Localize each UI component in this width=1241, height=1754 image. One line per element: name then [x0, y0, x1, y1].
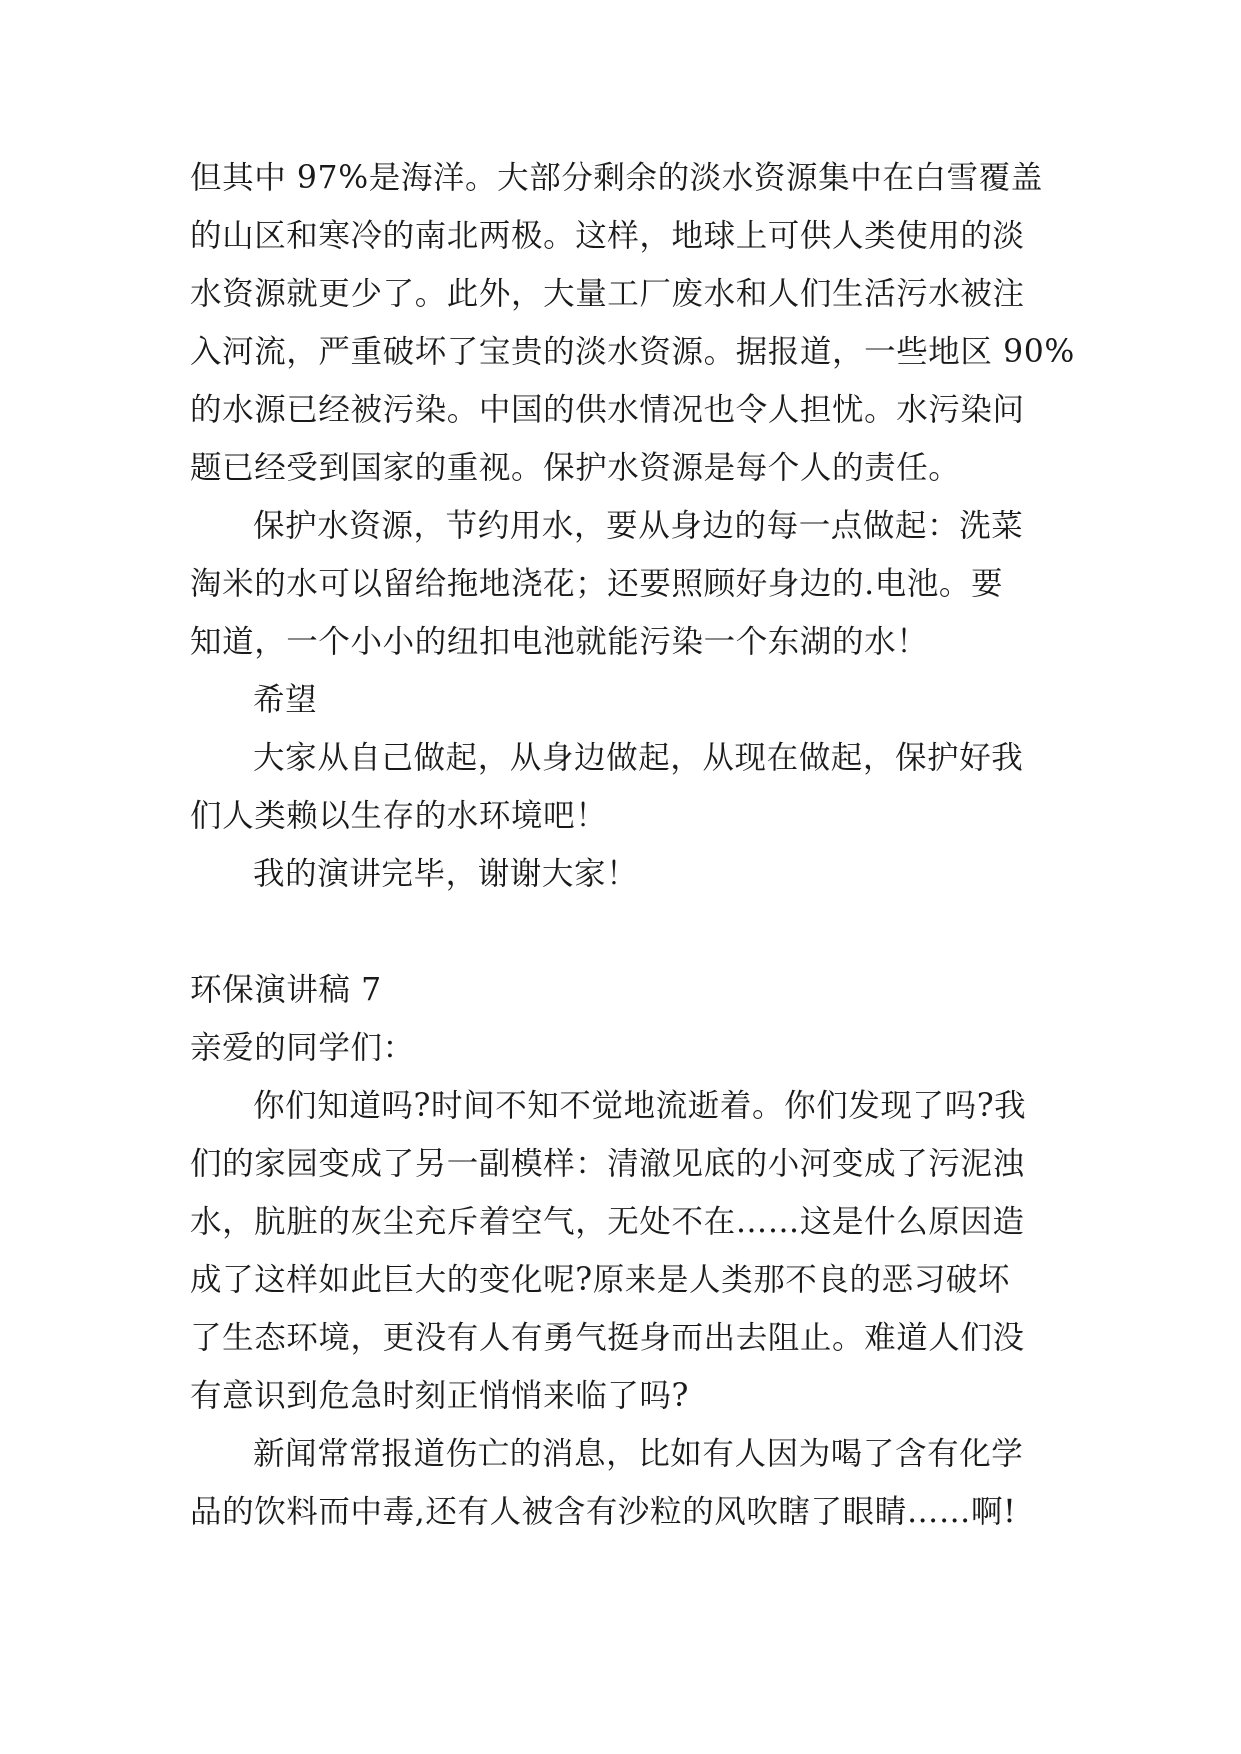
paragraph-line: 淘米的水可以留给拖地浇花；还要照顾好身边的.电池。要: [190, 566, 1004, 602]
paragraph-line: 希望: [253, 682, 318, 718]
salutation: 亲爱的同学们：: [190, 1030, 415, 1066]
paragraph-line: 我的演讲完毕，谢谢大家！: [253, 856, 639, 892]
paragraph-line: 成了这样如此巨大的变化呢?原来是人类那不良的恶习破坏: [190, 1262, 1010, 1298]
paragraph-line: 但其中 97%是海洋。大部分剩余的淡水资源集中在白雪覆盖: [190, 160, 1043, 196]
paragraph-line: 们人类赖以生存的水环境吧！: [190, 798, 608, 834]
paragraph-line: 入河流，严重破坏了宝贵的淡水资源。据报道，一些地区 90%: [190, 334, 1075, 370]
paragraph-line: 你们知道吗?时间不知不觉地流逝着。你们发现了吗?我: [253, 1088, 1027, 1124]
paragraph-line: 水，肮脏的灰尘充斥着空气，无处不在……这是什么原因造: [190, 1204, 1025, 1240]
paragraph-line: 保护水资源，节约用水，要从身边的每一点做起：洗菜: [253, 508, 1024, 544]
paragraph-line: 了生态环境，更没有人有勇气挺身而出去阻止。难道人们没: [190, 1320, 1025, 1356]
paragraph-line: 品的饮料而中毒,还有人被含有沙粒的风吹瞎了眼睛……啊!: [190, 1494, 1017, 1530]
paragraph-line: 的水源已经被污染。中国的供水情况也令人担忧。水污染问: [190, 392, 1025, 428]
paragraph-line: 们的家园变成了另一副模样：清澈见底的小河变成了污泥浊: [190, 1146, 1025, 1182]
paragraph-line: 新闻常常报道伤亡的消息，比如有人因为喝了含有化学: [253, 1436, 1024, 1472]
section-title: 环保演讲稿 7: [190, 972, 382, 1008]
paragraph-line: 题已经受到国家的重视。保护水资源是每个人的责任。: [190, 450, 961, 486]
paragraph-line: 的山区和寒冷的南北两极。这样，地球上可供人类使用的淡: [190, 218, 1025, 254]
paragraph-line: 大家从自己做起，从身边做起，从现在做起，保护好我: [253, 740, 1024, 776]
paragraph-line: 有意识到危急时刻正悄悄来临了吗?: [190, 1378, 689, 1414]
paragraph-line: 知道，一个小小的纽扣电池就能污染一个东湖的水！: [190, 624, 929, 660]
paragraph-line: 水资源就更少了。此外，大量工厂废水和人们生活污水被注: [190, 276, 1025, 312]
